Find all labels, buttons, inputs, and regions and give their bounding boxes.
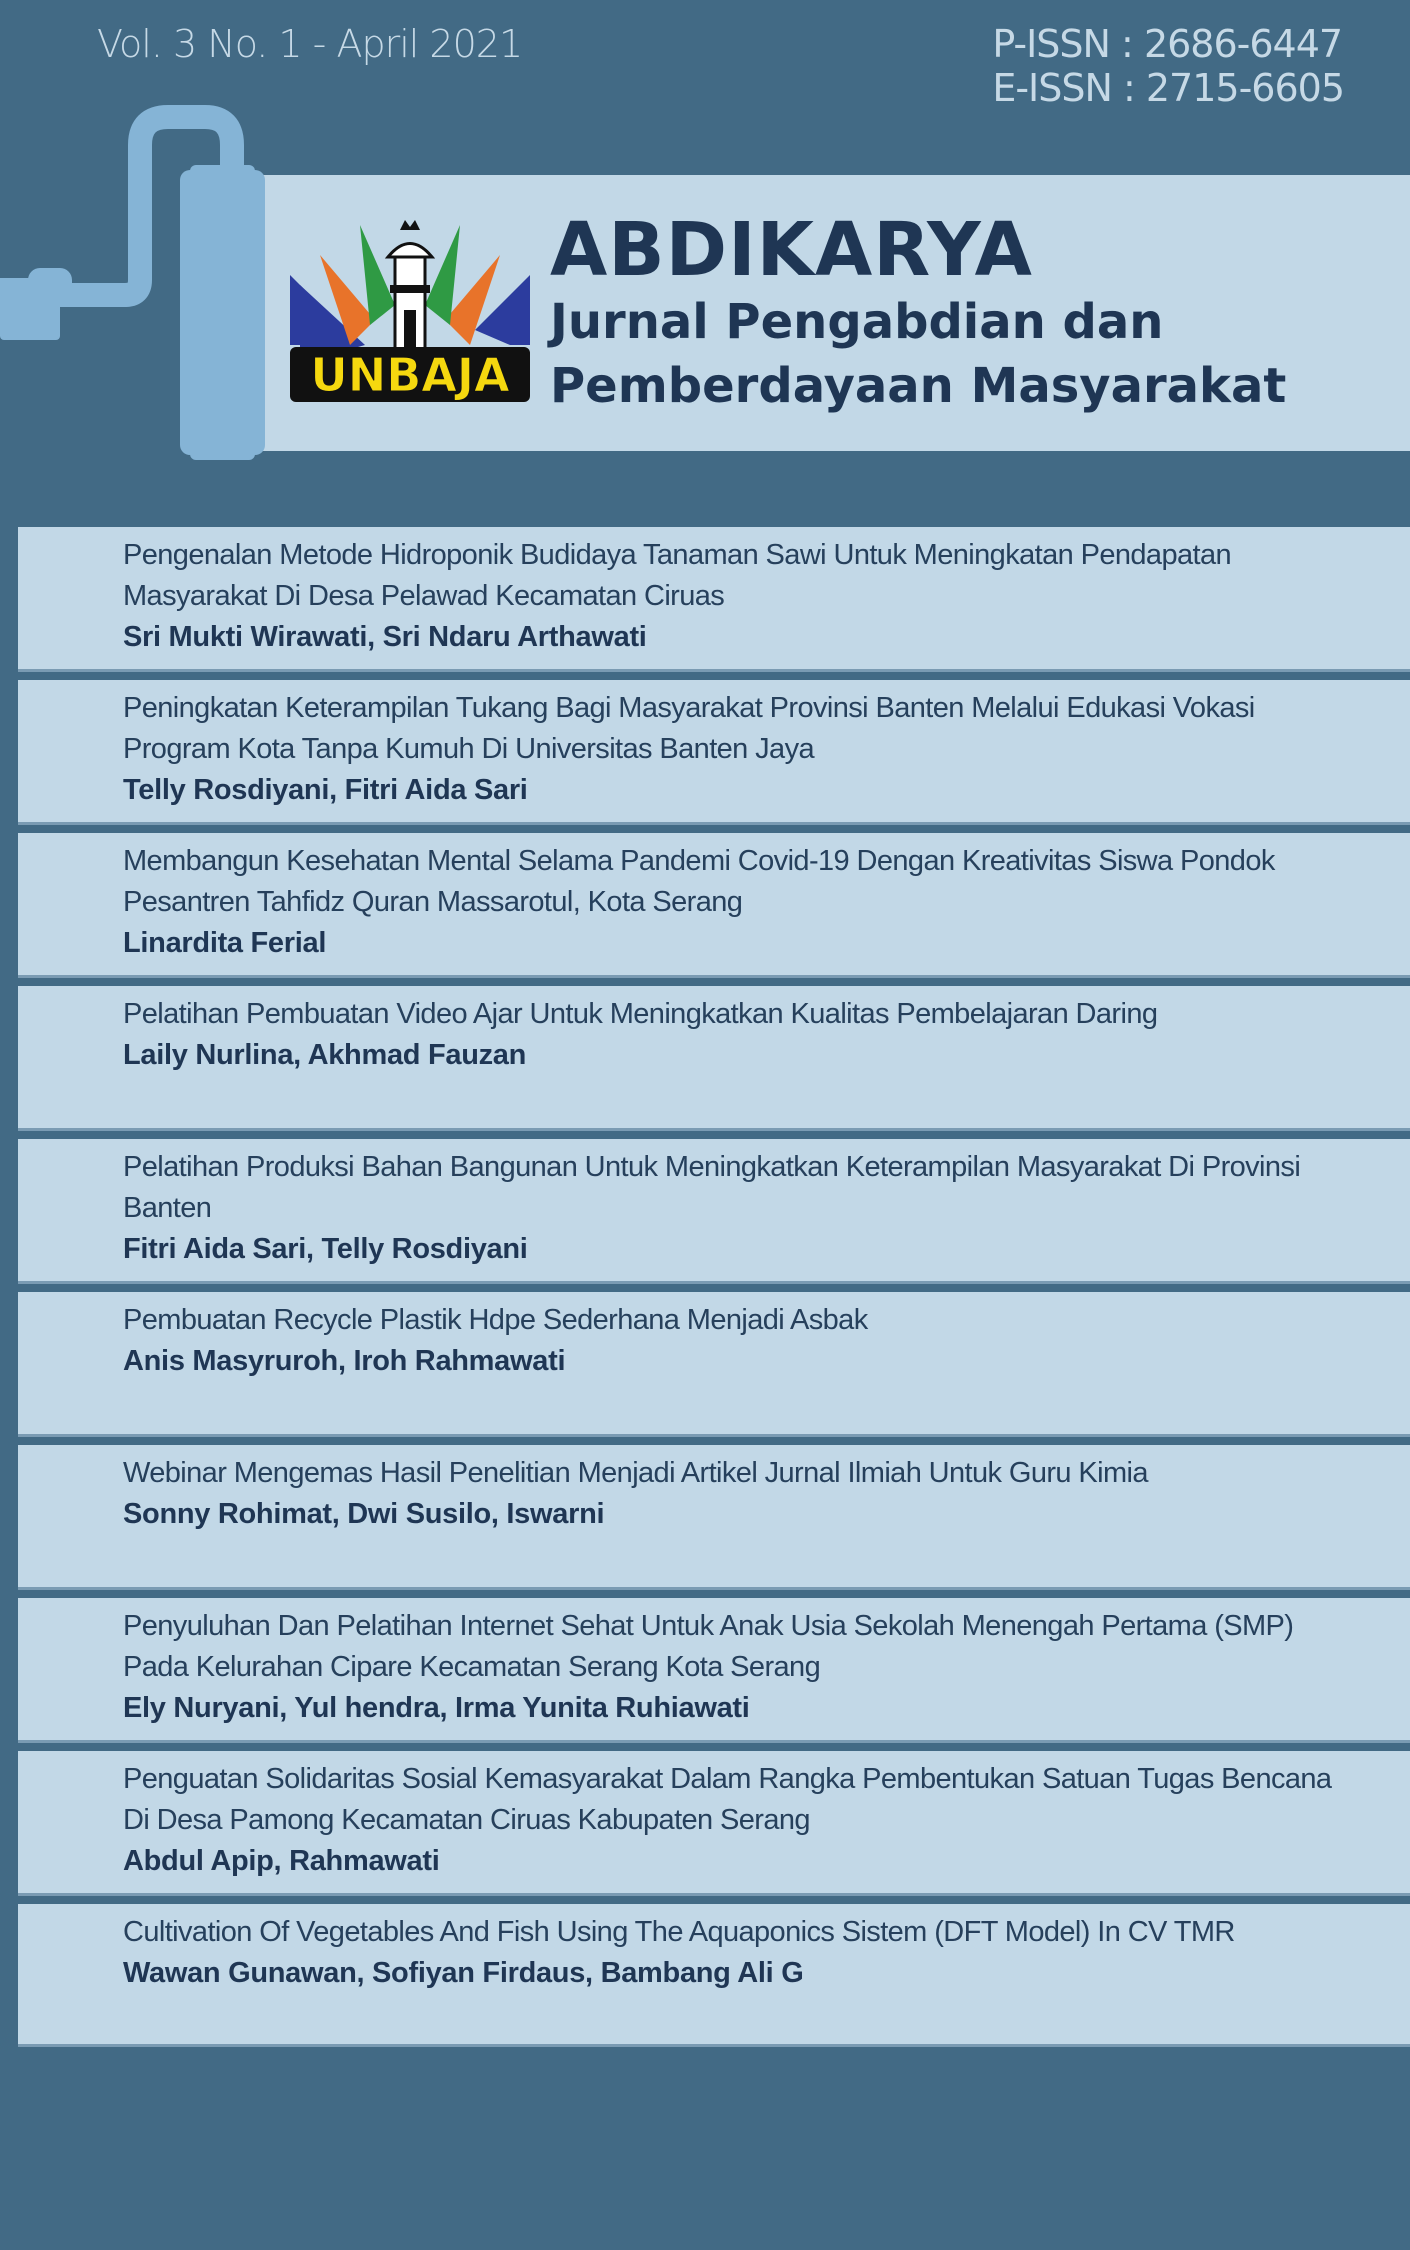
paint-roller-icon — [0, 105, 270, 465]
e-issn: E-ISSN : 2715-6605 — [992, 66, 1344, 110]
article-title: Pembuatan Recycle Plastik Hdpe Sederhana Menjadi Asbak — [123, 1304, 868, 1336]
article-authors: Fitri Aida Sari, Telly Rosdiyani — [123, 1233, 528, 1265]
article-item[interactable] — [18, 1292, 1410, 1437]
article-title: Webinar Mengemas Hasil Penelitian Menjadi Artikel Jurnal Ilmiah Untuk Guru Kimia — [123, 1457, 1148, 1489]
article-item[interactable] — [18, 1445, 1410, 1590]
p-issn: P-ISSN : 2686-6447 — [992, 22, 1343, 66]
article-title: Pengenalan Metode Hidroponik Budidaya Tanaman Sawi Untuk Meningkatan Pendapatan Masyarakat Di Desa Pelawad Kecamatan Ciruas — [123, 539, 1232, 612]
article-authors: Laily Nurlina, Akhmad Fauzan — [123, 1039, 527, 1071]
subtitle-line-1: Jurnal Pengabdian dan — [550, 294, 1164, 350]
article-item[interactable] — [18, 1904, 1410, 2047]
issn-block — [992, 22, 1344, 110]
article-item[interactable] — [18, 986, 1410, 1131]
logo-text: UNBAJA — [310, 348, 510, 402]
article-item[interactable] — [18, 1598, 1410, 1743]
article-title: Pelatihan Pembuatan Video Ajar Untuk Meningkatkan Kualitas Pembelajaran Daring — [123, 998, 1158, 1030]
article-authors: Sonny Rohimat, Dwi Susilo, Iswarni — [123, 1498, 605, 1530]
article-list — [18, 527, 1410, 2047]
article-item[interactable] — [18, 680, 1410, 825]
article-item[interactable] — [18, 1139, 1410, 1284]
article-title: Peningkatan Keterampilan Tukang Bagi Masyarakat Provinsi Banten Melalui Edukasi Vokasi Program Kota Tanpa Kumuh Di Universitas Banten Jaya — [123, 692, 1255, 765]
article-item[interactable] — [18, 1751, 1410, 1896]
article-authors: Ely Nuryani, Yul hendra, Irma Yunita Ruhiawati — [123, 1692, 750, 1724]
article-authors: Linardita Ferial — [123, 927, 327, 959]
article-title: Penguatan Solidaritas Sosial Kemasyarakat Dalam Rangka Pembentukan Satuan Tugas Bencana Di Desa Pamong Kecamatan Ciruas Kabupaten Serang — [123, 1763, 1332, 1836]
article-title: Cultivation Of Vegetables And Fish Using The Aquaponics Sistem (DFT Model) In CV TMR — [123, 1916, 1235, 1948]
article-authors: Anis Masyruroh, Iroh Rahmawati — [123, 1345, 566, 1377]
subtitle-line-2: Pemberdayaan Masyarakat — [550, 358, 1287, 414]
article-authors: Wawan Gunawan, Sofiyan Firdaus, Bambang Ali G — [123, 1957, 804, 1989]
article-item[interactable] — [18, 527, 1410, 672]
article-item[interactable] — [18, 833, 1410, 978]
journal-subtitle — [550, 290, 1286, 418]
article-title: Membangun Kesehatan Mental Selama Pandemi Covid-19 Dengan Kreativitas Siswa Pondok Pesantren Tahfidz Quran Massarotul, Kota Serang — [123, 845, 1275, 918]
unbaja-logo — [290, 215, 530, 405]
article-authors: Abdul Apip, Rahmawati — [123, 1845, 440, 1877]
article-title: Penyuluhan Dan Pelatihan Internet Sehat Untuk Anak Usia Sekolah Menengah Pertama (SMP) Pada Kelurahan Cipare Kecamatan Serang Kota Serang — [123, 1610, 1294, 1683]
article-authors: Sri Mukti Wirawati, Sri Ndaru Arthawati — [123, 621, 647, 653]
volume-label: Vol. 3 No. 1 - April 2021 — [97, 22, 523, 66]
article-title: Pelatihan Produksi Bahan Bangunan Untuk Meningkatkan Keterampilan Masyarakat Di Provinsi Banten — [123, 1151, 1301, 1224]
journal-name: ABDIKARYA — [550, 207, 1033, 293]
article-authors: Telly Rosdiyani, Fitri Aida Sari — [123, 774, 528, 806]
